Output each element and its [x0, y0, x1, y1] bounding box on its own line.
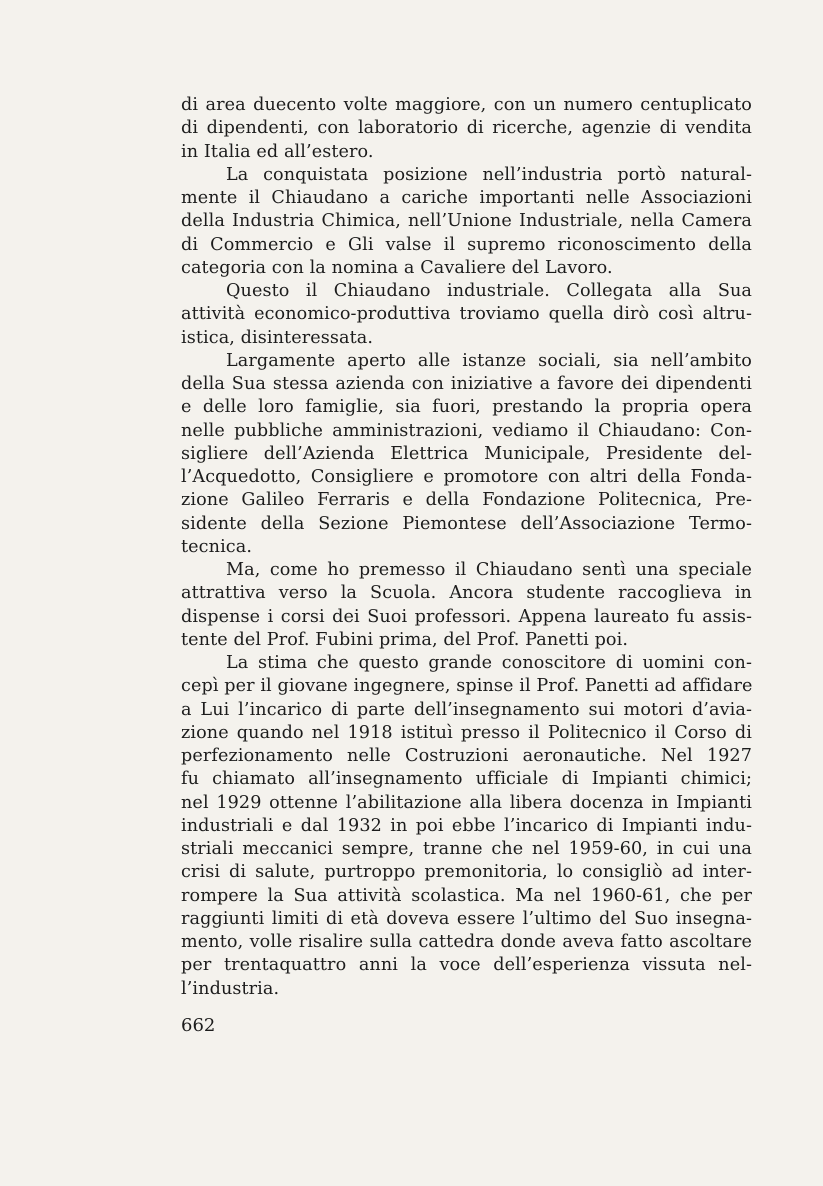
text-line: Ma, come ho premesso il Chiaudano sentì una speciale — [226, 560, 752, 580]
text-line: mente il Chiaudano a cariche importanti nelle Associazioni — [181, 188, 752, 208]
paragraph — [181, 350, 752, 559]
page-number: 662 — [181, 1015, 216, 1036]
text-line: l’Acquedotto, Consigliere e promotore con altri della Fonda- — [181, 467, 752, 487]
text-line: in Italia ed all’estero. — [181, 141, 374, 162]
text-line: l’industria. — [181, 978, 280, 999]
paragraph — [181, 94, 752, 164]
text-line: Questo il Chiaudano industriale. Collegata alla Sua — [226, 281, 752, 301]
text-line: dispense i corsi dei Suoi professori. Appena laureato fu assis- — [181, 606, 752, 627]
text-line: attività economico-produttiva troviamo quella dirò così altru- — [181, 304, 752, 325]
text-line: istica, disinteressata. — [181, 327, 374, 348]
text-line: mento, volle risalire sulla cattedra donde aveva fatto ascoltare — [181, 932, 752, 952]
text-line: a Lui l’incarico di parte dell’insegnamento sui motori d’avia- — [181, 699, 752, 720]
text-line: attrattiva verso la Scuola. Ancora studente raccoglieva in — [181, 583, 752, 604]
text-line: fu chiamato all’insegnamento ufficiale di Impianti chimici; — [181, 769, 752, 790]
text-line: zione Galileo Ferraris e della Fondazione Politecnica, Pre- — [181, 490, 752, 511]
text-line: sidente della Sezione Piemontese dell’Associazione Termo- — [181, 513, 752, 534]
text-line: tecnica. — [181, 536, 253, 557]
text-line: perfezionamento nelle Costruzioni aeronautiche. Nel 1927 — [181, 746, 752, 766]
text-line: Largamente aperto alle istanze sociali, sia nell’ambito — [226, 350, 752, 371]
paragraph — [181, 280, 752, 350]
paragraph — [181, 164, 752, 280]
text-line: della Industria Chimica, nell’Unione Industriale, nella Camera — [181, 211, 752, 232]
text-line: industriali e dal 1932 in poi ebbe l’incarico di Impianti indu- — [181, 815, 752, 836]
text-line: nel 1929 ottenne l’abilitazione alla libera docenza in Impianti — [181, 792, 752, 813]
text-line: zione quando nel 1918 istituì presso il Politecnico il Corso di — [181, 722, 752, 743]
text-line: di Commercio e Gli valse il supremo riconoscimento della — [181, 234, 752, 255]
text-line: La conquistata posizione nell’industria portò natural- — [226, 164, 752, 185]
text-line: per trentaquattro anni la voce dell’esperienza vissuta nel- — [181, 955, 752, 976]
text-line: crisi di salute, purtroppo premonitoria, lo consigliò ad inter- — [181, 862, 752, 883]
text-line: La stima che questo grande conoscitore di uomini con- — [226, 653, 752, 673]
text-line: sigliere dell’Azienda Elettrica Municipale, Presidente del- — [181, 443, 752, 464]
text-line: striali meccanici sempre, tranne che nel 1959-60, in cui una — [181, 839, 752, 859]
text-line: tente del Prof. Fubini prima, del Prof. Panetti poi. — [181, 629, 629, 650]
text-line: e delle loro famiglie, sia fuori, prestando la propria opera — [181, 397, 752, 418]
text-line: nelle pubbliche amministrazioni, vediamo il Chiaudano: Con- — [181, 420, 752, 441]
text-line: di area duecento volte maggiore, con un numero centuplicato — [181, 95, 752, 115]
paragraph — [181, 559, 752, 652]
text-line: della Sua stessa azienda con iniziative a favore dei dipendenti — [181, 374, 752, 394]
text-line: categoria con la nomina a Cavaliere del Lavoro. — [181, 257, 613, 278]
body-text — [181, 94, 752, 1001]
paragraph — [181, 652, 752, 1001]
text-line: rompere la Sua attività scolastica. Ma nel 1960-61, che per — [181, 885, 752, 906]
text-line: raggiunti limiti di età doveva essere l’ultimo del Suo insegna- — [181, 908, 752, 929]
text-line: di dipendenti, con laboratorio di ricerche, agenzie di vendita — [181, 118, 752, 139]
text-line: cepì per il giovane ingegnere, spinse il Prof. Panetti ad affidare — [181, 676, 753, 697]
